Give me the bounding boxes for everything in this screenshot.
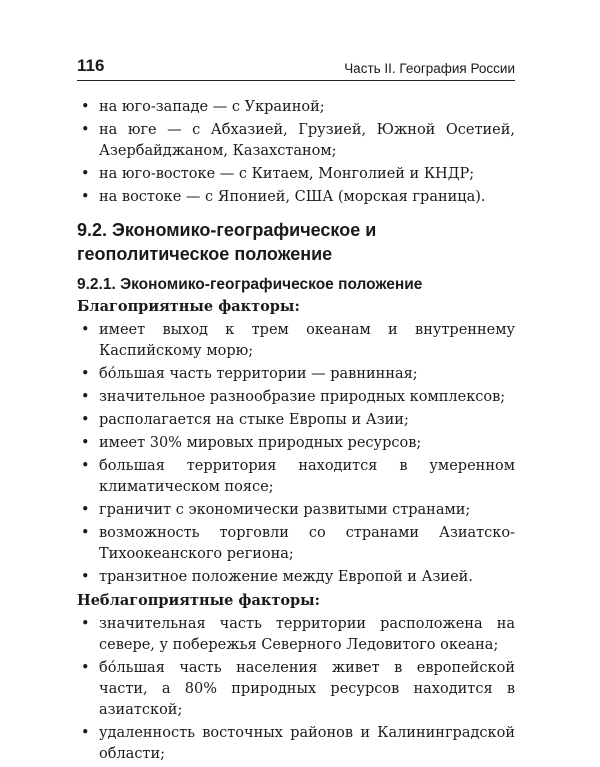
list-item: • имеет выход к трем океанам и внутреннему Каспийскому морю; xyxy=(81,322,515,359)
bullet-icon: • xyxy=(81,122,90,138)
list-item: • на юго-западе — с Украиной; xyxy=(77,97,515,118)
borders-list xyxy=(77,97,515,208)
bullet-icon: • xyxy=(81,389,90,405)
bullet-icon: • xyxy=(81,166,90,182)
bullet-icon: • xyxy=(81,525,90,541)
bullet-icon: • xyxy=(81,99,90,115)
bullet-icon: • xyxy=(81,616,90,632)
list-item: • граничит с экономически развитыми странами; xyxy=(77,500,515,521)
bullet-icon: • xyxy=(81,725,90,741)
unfavorable-factors-list xyxy=(77,614,515,765)
list-item: • на юге — с Абхазией, Грузией, Южной Осетией, Азербайджаном, Казахстаном; xyxy=(81,122,515,159)
running-head: Часть II. География России xyxy=(344,61,515,76)
bullet-icon: • xyxy=(81,660,90,676)
bullet-icon: • xyxy=(81,366,90,382)
bullet-icon: • xyxy=(81,412,90,428)
list-item: • возможность торговли со странами Азиатско-Тихоокеанского региона; xyxy=(81,525,515,562)
bullet-icon: • xyxy=(81,189,90,205)
list-item: • бо́льшая часть территории — равнинная; xyxy=(77,364,515,385)
book-page xyxy=(77,52,515,767)
list-item: • значительная часть территории расположена на севере, у побережья Северного Ледовитого океана; xyxy=(81,616,515,653)
unfavorable-factors-heading: Неблагоприятные факторы: xyxy=(77,592,321,609)
list-item: • транзитное положение между Европой и Азией. xyxy=(77,567,515,588)
bullet-icon: • xyxy=(81,458,90,474)
list-item: • располагается на стыке Европы и Азии; xyxy=(77,410,515,431)
page-number: 116 xyxy=(77,56,105,75)
list-item: • бо́льшая часть населения живет в европейской части, а 80% природных ресурсов находится в азиатской; xyxy=(81,660,515,718)
bullet-icon: • xyxy=(81,502,90,518)
page-header xyxy=(77,52,515,81)
favorable-factors-heading: Благоприятные факторы: xyxy=(77,298,300,315)
list-item: • большая территория находится в умеренном климатическом поясе; xyxy=(81,458,515,495)
subsection-title: 9.2.1. Экономико-географическое положение xyxy=(77,276,423,293)
section-title: 9.2. Экономико-географическое и геополитическое положение xyxy=(77,220,377,264)
bullet-icon: • xyxy=(81,322,90,338)
bullet-icon: • xyxy=(81,435,90,451)
list-item: • удаленность восточных районов и Калининградской области; xyxy=(81,725,515,762)
favorable-factors-list xyxy=(77,320,515,588)
list-item: • на юго-востоке — с Китаем, Монголией и КНДР; xyxy=(77,164,515,185)
bullet-icon: • xyxy=(81,569,90,585)
list-item: • имеет 30% мировых природных ресурсов; xyxy=(77,433,515,454)
list-item: • на востоке — с Японией, США (морская граница). xyxy=(77,187,515,208)
list-item: • значительное разнообразие природных комплексов; xyxy=(77,387,515,408)
